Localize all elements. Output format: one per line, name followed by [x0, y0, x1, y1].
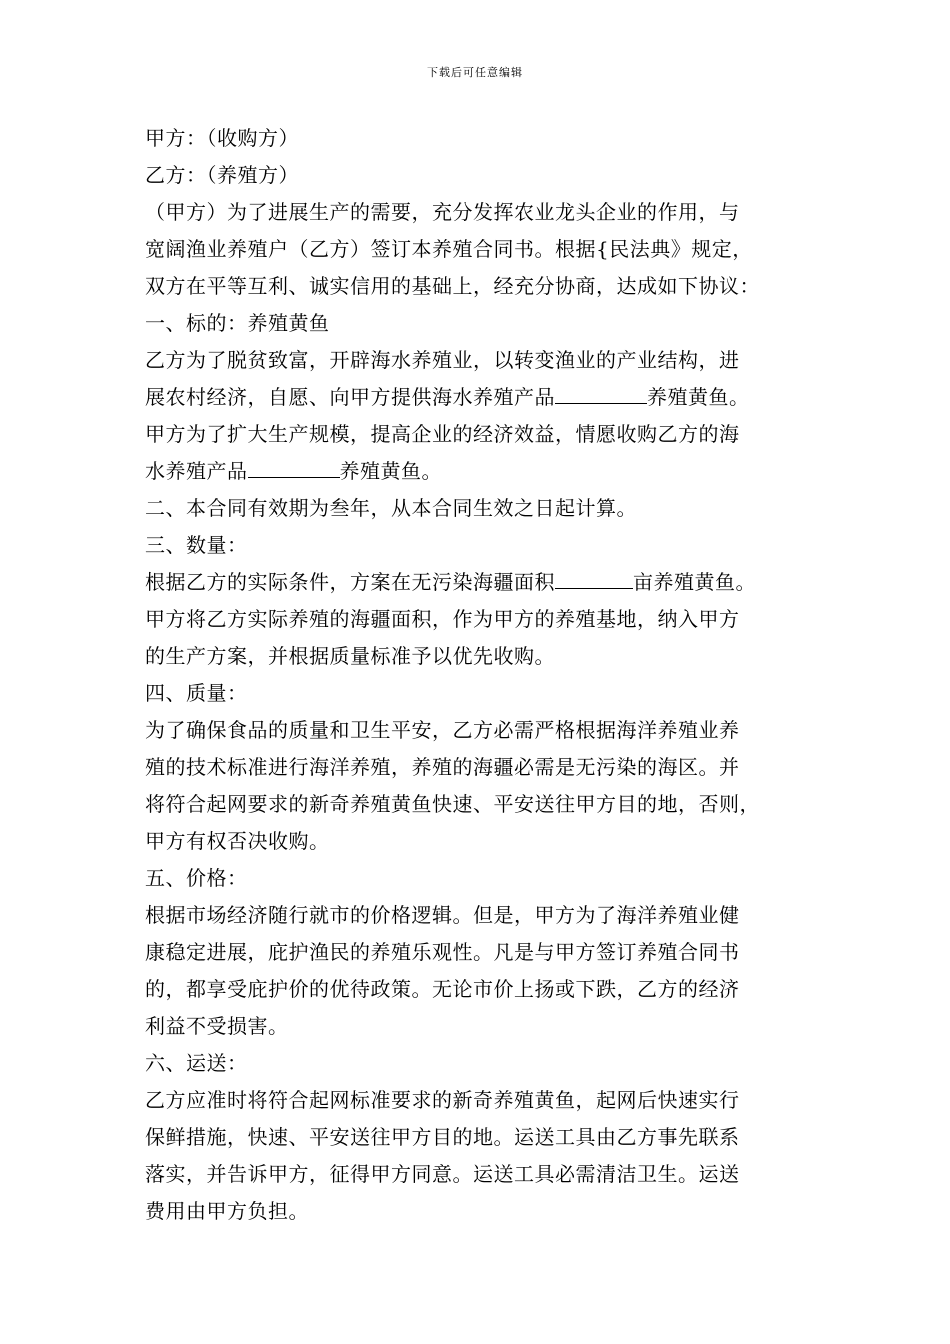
body-line-with-blank	[145, 379, 813, 416]
section-heading-term: 二、本合同有效期为叁年，从本合同生效之日起计算。	[145, 496, 637, 520]
text-segment: 养殖黄鱼。	[339, 459, 442, 483]
party-b-line: 乙方：（养殖方）	[145, 163, 299, 187]
body-line: 乙方应准时将符合起网标准要求的新奇养殖黄鱼，起网后快速实行	[145, 1088, 740, 1112]
section-heading-quality: 四、质量：	[145, 681, 248, 705]
body-line: 利益不受损害。	[145, 1014, 289, 1038]
body-line: 为了确保食品的质量和卫生平安，乙方必需严格根据海洋养殖业养	[145, 718, 740, 742]
contract-body	[145, 120, 813, 1230]
preamble-line: （甲方）为了进展生产的需要，充分发挥农业龙头企业的作用，与	[145, 200, 740, 224]
page-header: 下载后可任意编辑	[427, 66, 523, 79]
section-heading-quantity: 三、数量：	[145, 533, 248, 557]
body-line: 的生产方案，并根据质量标准予以优先收购。	[145, 644, 555, 668]
body-line: 的，都享受庇护价的优待政策。无论市价上扬或下跌，乙方的经济	[145, 977, 740, 1001]
body-line: 将符合起网要求的新奇养殖黄鱼快速、平安送往甲方目的地，否则，	[145, 792, 760, 816]
text-segment: 展农村经济，自愿、向甲方提供海水养殖产品	[145, 385, 555, 409]
body-line: 殖的技术标准进行海洋养殖，养殖的海疆必需是无污染的海区。并	[145, 755, 740, 779]
preamble-line: 双方在平等互利、诚实信用的基础上，经充分协商，达成如下协议：	[145, 274, 760, 298]
fill-in-blank	[555, 381, 647, 404]
body-line: 保鲜措施，快速、平安送往甲方目的地。运送工具由乙方事先联系	[145, 1125, 740, 1149]
body-line: 落实，并告诉甲方，征得甲方同意。运送工具必需清洁卫生。运送	[145, 1162, 740, 1186]
text-segment: 根据乙方的实际条件，方案在无污染海疆面积	[145, 570, 555, 594]
party-a-line: 甲方：（收购方）	[145, 126, 299, 150]
body-line: 甲方将乙方实际养殖的海疆面积，作为甲方的养殖基地，纳入甲方	[145, 607, 740, 631]
section-heading-subject: 一、标的：养殖黄鱼	[145, 311, 330, 335]
body-line: 甲方为了扩大生产规模，提高企业的经济效益，情愿收购乙方的海	[145, 422, 740, 446]
body-line: 康稳定进展，庇护渔民的养殖乐观性。凡是与甲方签订养殖合同书	[145, 940, 740, 964]
body-line: 乙方为了脱贫致富，开辟海水养殖业，以转变渔业的产业结构，进	[145, 348, 740, 372]
body-line-with-blank	[145, 453, 813, 490]
body-line-with-blank	[145, 564, 813, 601]
section-heading-price: 五、价格：	[145, 866, 248, 890]
preamble-line: 宽阔渔业养殖户（乙方）签订本养殖合同书。根据{民法典》规定，	[145, 237, 753, 261]
text-segment: 水养殖产品	[145, 459, 248, 483]
body-line: 甲方有权否决收购。	[145, 829, 330, 853]
section-heading-transport: 六、运送：	[145, 1051, 248, 1075]
text-segment: 亩养殖黄鱼。	[633, 570, 756, 594]
text-segment: 养殖黄鱼。	[647, 385, 750, 409]
fill-in-blank	[555, 566, 633, 589]
fill-in-blank	[248, 455, 340, 478]
body-line: 费用由甲方负担。	[145, 1199, 309, 1223]
body-line: 根据市场经济随行就市的价格逻辑。但是，甲方为了海洋养殖业健	[145, 903, 740, 927]
